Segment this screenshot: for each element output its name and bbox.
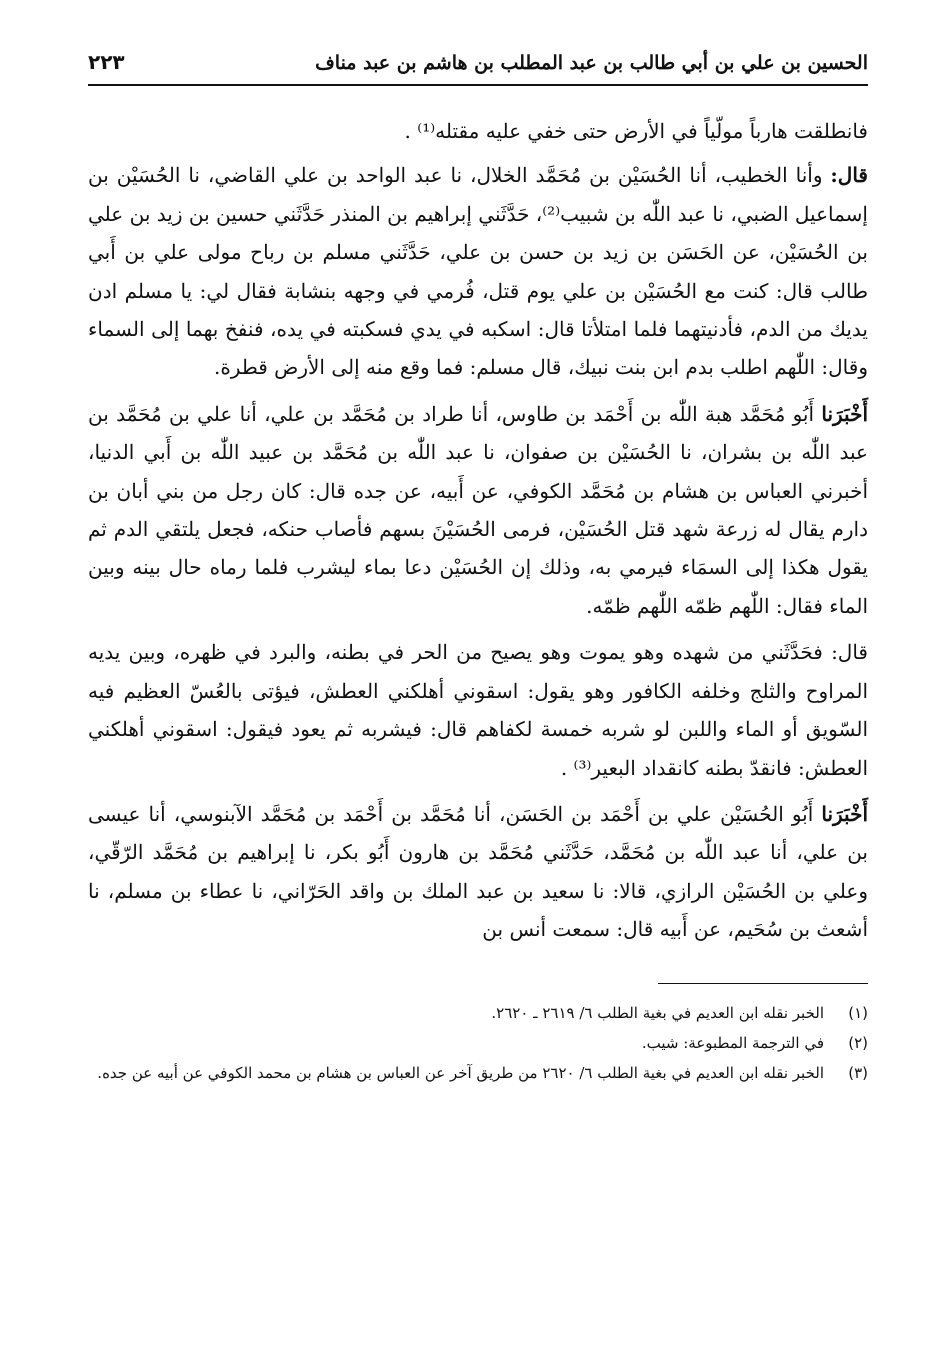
- body-text: [88, 112, 868, 949]
- paragraph: [88, 112, 868, 150]
- paragraph-text: أَبُو الحُسَيْن علي بن أَحْمَد بن الحَسَن، أنا مُحَمَّد بن أَحْمَد بن مُحَمَّد الآبنوسي، أنا عيسى بن علي، أنا عبد اللّٰه بن مُحَمَّد، حَدَّثَني مُحَمَّد بن هارون أَبُو بكر، نا إبراهيم بن مُحَمَّد الرّقّي، وعلي بن الحُسَيْن الرازي، قالا: نا سعيد بن عبد الملك بن واقد الحَرّاني، نا عطاء بن مسلم، نا أشعث بن سُحَيم، عن أَبيه قال: سمعت أنس بن: [88, 801, 868, 942]
- footnote: [88, 1030, 868, 1056]
- paragraph-lead: قال:: [830, 163, 868, 188]
- footnote: [88, 1060, 868, 1086]
- paragraph-text: أَبُو مُحَمَّد هبة اللّٰه بن أَحْمَد بن طاوس، أنا طراد بن مُحَمَّد بن علي، أنا علي بن مُحَمَّد بن عبد اللّٰه بن بشران، نا الحُسَيْن بن صفوان، نا عبد اللّٰه بن مُحَمَّد بن عبيد اللّٰه بن أَبي الدنيا، أخبرني العباس بن هشام بن مُحَمَّد الكوفي، عن أَبيه، عن جده قال: كان رجل من بني أبان بن دارم يقال له زرعة شهد قتل الحُسَيْن، فرمى الحُسَيْنَ بسهم فأصاب حنكه، فجعل يلتقي الدم ثم يقول هكذا إلى السمَاء فيرمي به، وذلك إن الحُسَيْن دعا بماء ليشرب فلما رماه حال بينه وبين الماء فقال: اللّٰهم ظمّه اللّٰهم ظمّه.: [88, 401, 868, 618]
- paragraph: [88, 795, 868, 949]
- page-number: ٢٢٣: [88, 50, 125, 74]
- paragraph: [88, 633, 868, 787]
- paragraph: [88, 395, 868, 625]
- header-rule: [88, 84, 868, 86]
- footnote-text: الخبر نقله ابن العديم في بغية الطلب ٦/ ٢٦١٩ ـ ٢٦٢٠.: [491, 1003, 824, 1022]
- running-title: الحسين بن علي بن أبي طالب بن عبد المطلب بن هاشم بن عبد مناف: [315, 52, 868, 74]
- footnote-text: الخبر نقله ابن العديم في بغية الطلب ٦/ ٢٦٢٠ من طريق آخر عن العباس بن هشام بن محمد الكوفي عن أبيه عن جده.: [97, 1063, 824, 1082]
- footnote-rule: [658, 983, 868, 984]
- paragraph-text: وأنا الخطيب، أنا الحُسَيْن بن مُحَمَّد الخلال، نا عبد الواحد بن علي القاضي، نا الحُسَيْن بن إسماعيل الضبي، نا عبد اللّٰه بن شبيب⁽²⁾، حَدَّثَني إبراهيم بن المنذر حَدَّثَني حسين بن زيد بن علي بن الحُسَيْن، عن الحَسَن بن زيد بن حسن بن علي، حَدَّثَني مسلم بن رباح مولى علي بن أَبي طالب قال: كنت مع الحُسَيْن بن علي يوم قتل، فُرمي في وجهه بنشابة فقال لي: يا مسلم ادن يديك من الدم، فأدنيتهما فلما امتلأتا قال: اسكبه في يدي فسكبته في يده، فنفخ بهما إلى السماء وقال: اللّٰهم اطلب بدم ابن بنت نبيك، قال مسلم: فما وقع منه إلى الأرض قطرة.: [88, 163, 868, 380]
- footnotes: [88, 1000, 868, 1086]
- footnote-number: (٣): [848, 1063, 868, 1082]
- paragraph-text: فانطلقت هارباً مولّياً في الأرض حتى خفي عليه مقتله⁽¹⁾ .: [404, 119, 868, 143]
- paragraph-lead: أَخْبَرَنا: [821, 801, 868, 826]
- footnote-text: في الترجمة المطبوعة: شيب.: [641, 1033, 824, 1052]
- paragraph: [88, 156, 868, 386]
- paragraph-text: قال: فحَدَّثَني من شهده وهو يموت وهو يصيح من الحر في بطنه، والبرد في ظهره، وبين يديه المراوح والثلج وخلفه الكافور وهو يقول: اسقوني أهلكني العطش، فيؤتى بالعُسّ العظيم فيه السّويق أو الماء واللبن لو شربه خمسة لكفاهم قال: فيشربه ثم يعود فيقول: اسقوني أهلكني العطش: فانقدّ بطنه كانقداد البعير⁽³⁾ .: [88, 640, 868, 780]
- footnote: [88, 1000, 868, 1026]
- footnote-number: (٢): [848, 1033, 868, 1052]
- book-page: [88, 48, 868, 1308]
- footnote-number: (١): [848, 1003, 868, 1022]
- running-header: [88, 48, 868, 78]
- paragraph-lead: أَخْبَرَنا: [821, 401, 868, 426]
